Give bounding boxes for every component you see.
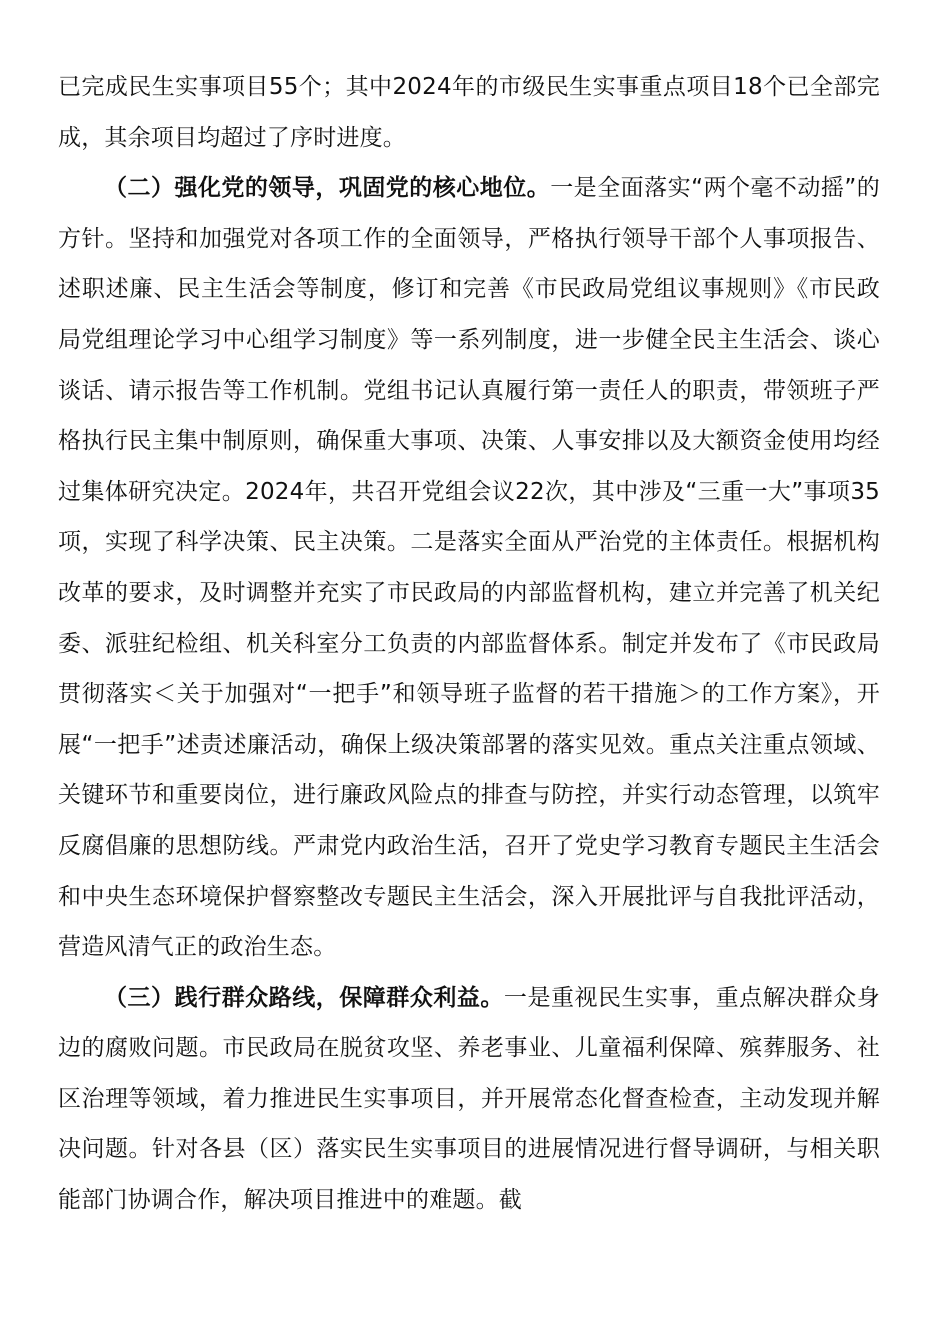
paragraph-3 bbox=[58, 973, 880, 1226]
section-body-2: 一是全面落实“两个毫不动摇”的方针。坚持和加强党对各项工作的全面领导，严格执行领导干部个人事项报告、述职述廉、民主生活会等制度，修订和完善《市民政局党组议事规则》《市民政局党组理论学习中心组学习制度》等一系列制度，进一步健全民主生活会、谈心谈话、请示报告等工作机制。党组书记认真履行第一责任人的职责，带领班子严格执行民主集中制原则，确保重大事项、决策、人事安排以及大额资金使用均经过集体研究决定。2024年，共召开党组会议22次，其中涉及“三重一大”事项35项，实现了科学决策、民主决策。二是落实全面从严治党的主体责任。根据机构改革的要求，及时调整并充实了市民政局的内部监督机构，建立并完善了机关纪委、派驻纪检组、机关科室分工负责的内部监督体系。制定并发布了《市民政局贯彻落实＜关于加强对“一把手”和领导班子监督的若干措施＞的工作方案》，开展“一把手”述责述廉活动，确保上级决策部署的落实见效。重点关注重点领域、关键环节和重要岗位，进行廉政风险点的排查与防控，并实行动态管理，以筑牢反腐倡廉的思想防线。严肃党内政治生活，召开了党史学习教育专题民主生活会和中央生态环境保护督察整改专题民主生活会，深入开展批评与自我批评活动，营造风清气正的政治生态。 bbox=[58, 175, 880, 961]
section-heading-3: （三）践行群众路线，保障群众利益。 bbox=[104, 984, 504, 1011]
paragraph-1: 已完成民生实事项目55个；其中2024年的市级民生实事重点项目18个已全部完成，其余项目均超过了序时进度。 bbox=[58, 74, 880, 151]
section-body-3: 一是重视民生实事，重点解决群众身边的腐败问题。市民政局在脱贫攻坚、养老事业、儿童福利保障、殡葬服务、社区治理等领域，着力推进民生实事项目，并开展常态化督查检查，主动发现并解决问题。针对各县（区）落实民生实事项目的进展情况进行督导调研，与相关职能部门协调合作，解决项目推进中的难题。截 bbox=[58, 984, 880, 1214]
paragraph-2 bbox=[58, 163, 880, 973]
section-heading-2: （二）强化党的领导，巩固党的核心地位。 bbox=[104, 175, 551, 202]
document-page bbox=[58, 62, 880, 1226]
